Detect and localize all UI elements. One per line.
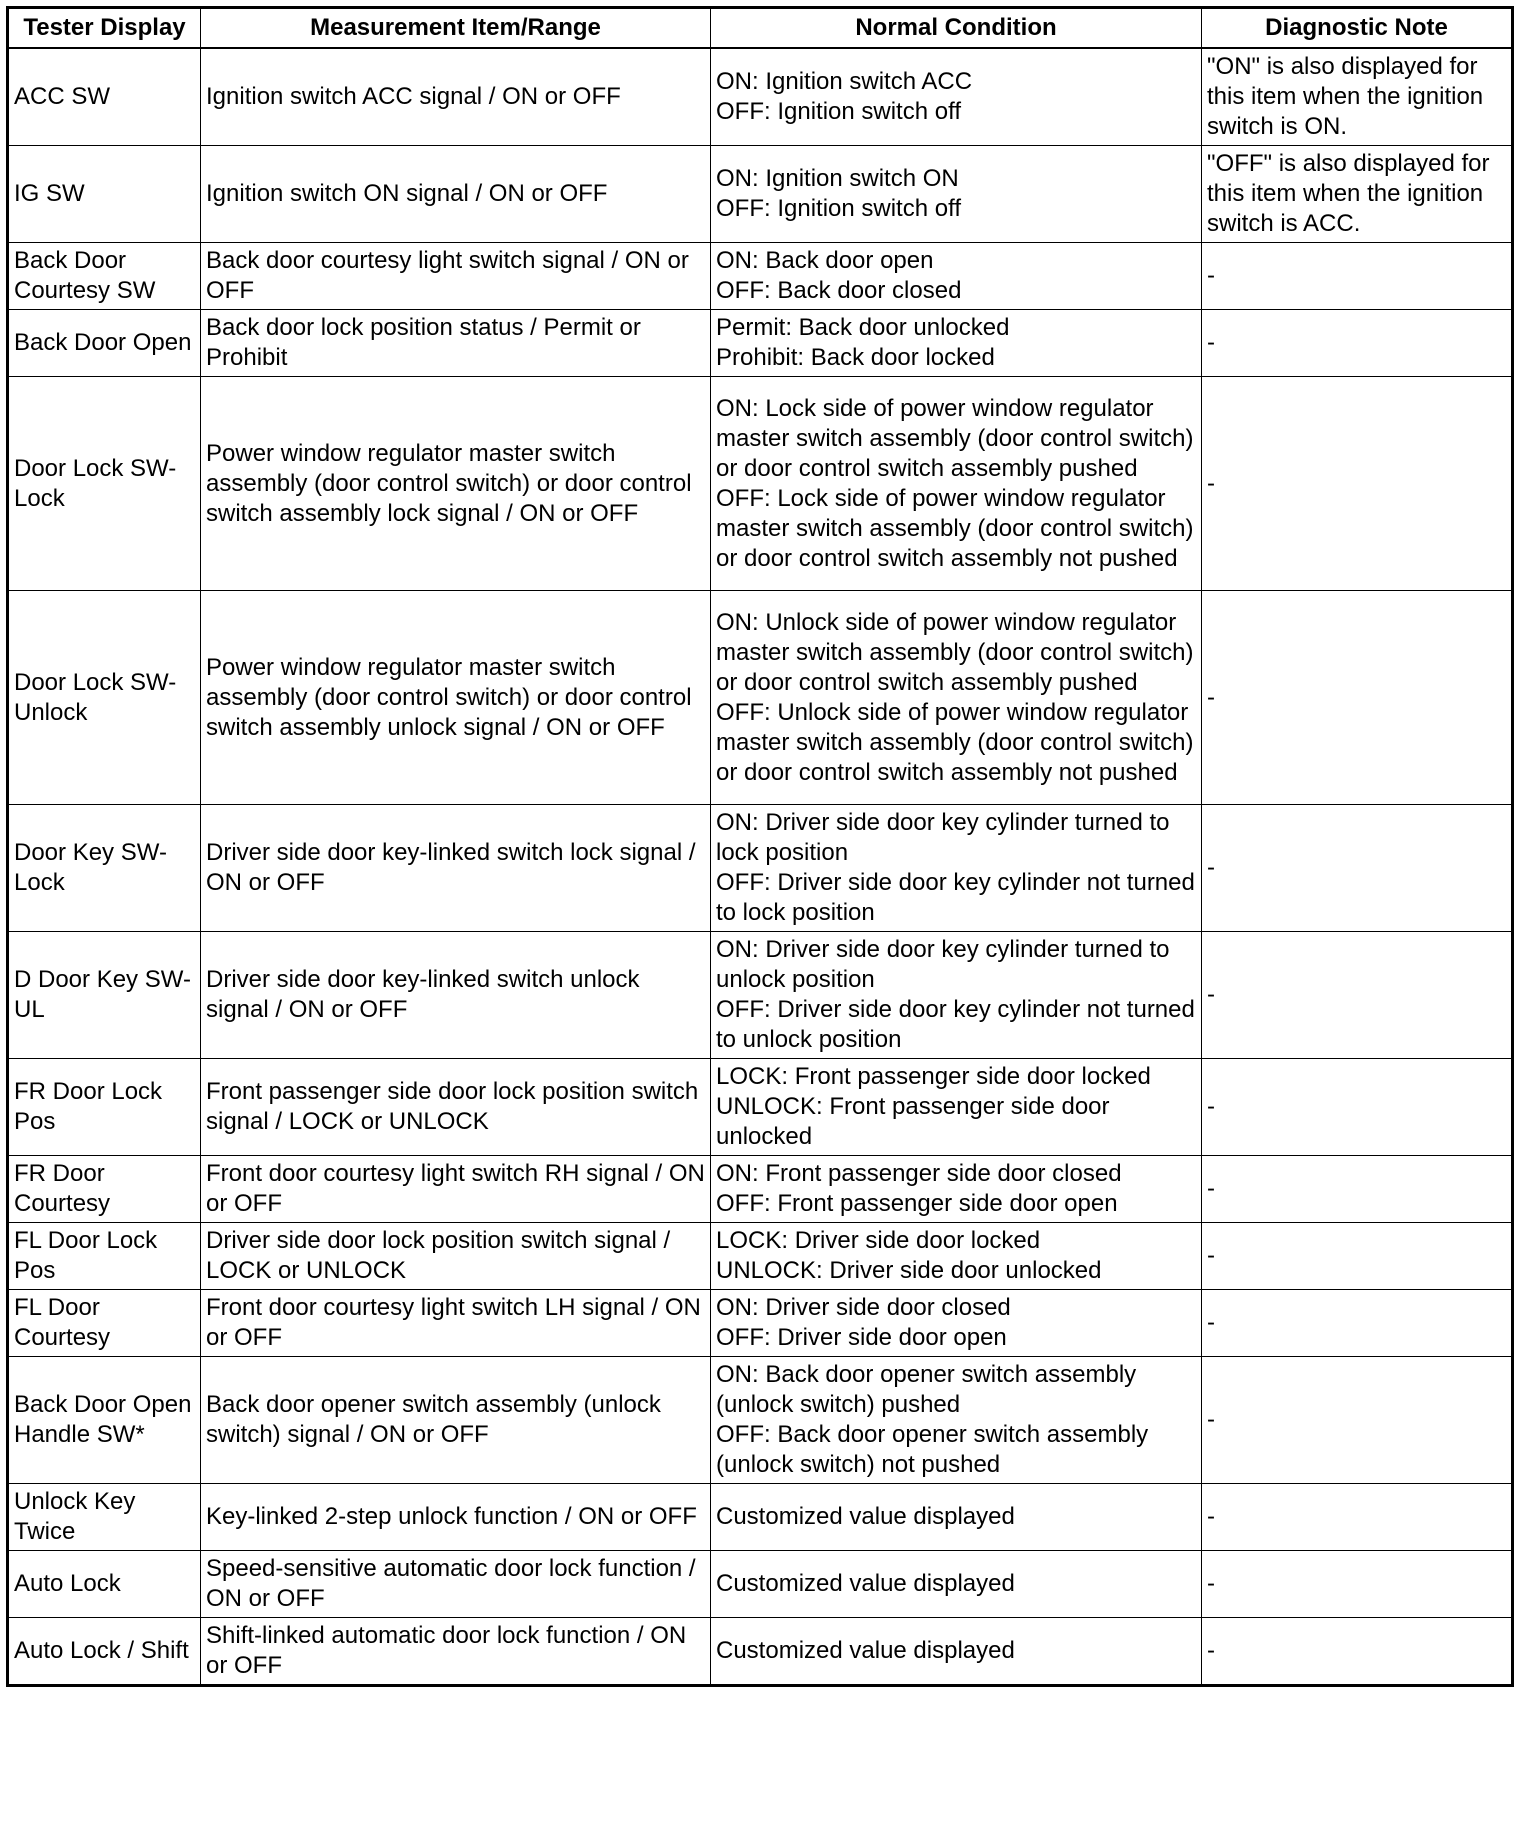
cell-measurement: Front door courtesy light switch RH signal / ON or OFF (201, 1156, 711, 1223)
table-row (8, 243, 1513, 310)
cell-normal-condition: ON: Unlock side of power window regulator master switch assembly (door control switch) or door control switch assembly pushed OFF: Unlock side of power window regulator master switch assembly (door control switch) or door control switch assembly not pushed (711, 591, 1202, 805)
cell-tester-display: D Door Key SW-UL (8, 932, 201, 1059)
table-row (8, 310, 1513, 377)
cell-tester-display: Back Door Open Handle SW* (8, 1357, 201, 1484)
cell-measurement: Front door courtesy light switch LH signal / ON or OFF (201, 1290, 711, 1357)
cell-diagnostic-note: - (1202, 1290, 1513, 1357)
cell-measurement: Front passenger side door lock position switch signal / LOCK or UNLOCK (201, 1059, 711, 1156)
data-list-table (6, 6, 1514, 1687)
cell-normal-condition: ON: Back door open OFF: Back door closed (711, 243, 1202, 310)
table-row (8, 1059, 1513, 1156)
header-normal-condition: Normal Condition (711, 8, 1202, 49)
cell-diagnostic-note: - (1202, 243, 1513, 310)
cell-normal-condition: LOCK: Front passenger side door locked UNLOCK: Front passenger side door unlocked (711, 1059, 1202, 1156)
header-row (8, 8, 1513, 49)
cell-diagnostic-note: - (1202, 805, 1513, 932)
cell-measurement: Key-linked 2-step unlock function / ON or OFF (201, 1484, 711, 1551)
cell-diagnostic-note: - (1202, 1156, 1513, 1223)
cell-tester-display: FL Door Lock Pos (8, 1223, 201, 1290)
table-body (8, 48, 1513, 1686)
cell-diagnostic-note: - (1202, 1223, 1513, 1290)
cell-normal-condition: ON: Front passenger side door closed OFF: Front passenger side door open (711, 1156, 1202, 1223)
cell-measurement: Speed-sensitive automatic door lock function / ON or OFF (201, 1551, 711, 1618)
cell-normal-condition: ON: Ignition switch ACC OFF: Ignition switch off (711, 48, 1202, 146)
cell-tester-display: FR Door Courtesy (8, 1156, 201, 1223)
cell-measurement: Back door courtesy light switch signal / ON or OFF (201, 243, 711, 310)
cell-diagnostic-note: - (1202, 1551, 1513, 1618)
cell-diagnostic-note: - (1202, 1618, 1513, 1686)
cell-measurement: Power window regulator master switch assembly (door control switch) or door control switch assembly lock signal / ON or OFF (201, 377, 711, 591)
cell-normal-condition: ON: Lock side of power window regulator master switch assembly (door control switch) or door control switch assembly pushed OFF: Lock side of power window regulator master switch assembly (door control switch) or door control switch assembly not pushed (711, 377, 1202, 591)
cell-normal-condition: Customized value displayed (711, 1551, 1202, 1618)
table-header (8, 8, 1513, 49)
cell-diagnostic-note: "OFF" is also displayed for this item when the ignition switch is ACC. (1202, 146, 1513, 243)
table-row (8, 1357, 1513, 1484)
cell-diagnostic-note: - (1202, 310, 1513, 377)
header-tester-display: Tester Display (8, 8, 201, 49)
cell-measurement: Ignition switch ON signal / ON or OFF (201, 146, 711, 243)
cell-tester-display: Door Lock SW-Unlock (8, 591, 201, 805)
cell-diagnostic-note: - (1202, 591, 1513, 805)
cell-tester-display: Door Key SW-Lock (8, 805, 201, 932)
cell-tester-display: IG SW (8, 146, 201, 243)
cell-normal-condition: LOCK: Driver side door locked UNLOCK: Driver side door unlocked (711, 1223, 1202, 1290)
cell-normal-condition: Permit: Back door unlocked Prohibit: Back door locked (711, 310, 1202, 377)
cell-tester-display: Back Door Courtesy SW (8, 243, 201, 310)
cell-measurement: Back door lock position status / Permit or Prohibit (201, 310, 711, 377)
cell-tester-display: Auto Lock / Shift (8, 1618, 201, 1686)
cell-tester-display: FR Door Lock Pos (8, 1059, 201, 1156)
cell-normal-condition: Customized value displayed (711, 1484, 1202, 1551)
cell-diagnostic-note: - (1202, 1357, 1513, 1484)
cell-diagnostic-note: - (1202, 932, 1513, 1059)
table-row (8, 805, 1513, 932)
cell-tester-display: ACC SW (8, 48, 201, 146)
cell-tester-display: Unlock Key Twice (8, 1484, 201, 1551)
cell-tester-display: Back Door Open (8, 310, 201, 377)
cell-tester-display: Door Lock SW-Lock (8, 377, 201, 591)
cell-tester-display: FL Door Courtesy (8, 1290, 201, 1357)
cell-measurement: Back door opener switch assembly (unlock switch) signal / ON or OFF (201, 1357, 711, 1484)
cell-diagnostic-note: - (1202, 1484, 1513, 1551)
cell-normal-condition: ON: Driver side door key cylinder turned to unlock position OFF: Driver side door key cylinder not turned to unlock position (711, 932, 1202, 1059)
table-row (8, 1223, 1513, 1290)
cell-measurement: Driver side door key-linked switch lock signal / ON or OFF (201, 805, 711, 932)
cell-tester-display: Auto Lock (8, 1551, 201, 1618)
document-sheet (6, 6, 1514, 1687)
cell-normal-condition: ON: Ignition switch ON OFF: Ignition switch off (711, 146, 1202, 243)
cell-normal-condition: Customized value displayed (711, 1618, 1202, 1686)
cell-normal-condition: ON: Driver side door closed OFF: Driver side door open (711, 1290, 1202, 1357)
header-measurement-item: Measurement Item/Range (201, 8, 711, 49)
cell-measurement: Driver side door key-linked switch unlock signal / ON or OFF (201, 932, 711, 1059)
table-row (8, 1290, 1513, 1357)
table-row (8, 377, 1513, 591)
cell-diagnostic-note: "ON" is also displayed for this item when the ignition switch is ON. (1202, 48, 1513, 146)
cell-measurement: Ignition switch ACC signal / ON or OFF (201, 48, 711, 146)
table-row (8, 48, 1513, 146)
cell-diagnostic-note: - (1202, 377, 1513, 591)
table-row (8, 932, 1513, 1059)
header-diagnostic-note: Diagnostic Note (1202, 8, 1513, 49)
table-row (8, 591, 1513, 805)
table-row (8, 1618, 1513, 1686)
cell-normal-condition: ON: Driver side door key cylinder turned to lock position OFF: Driver side door key cylinder not turned to lock position (711, 805, 1202, 932)
cell-measurement: Power window regulator master switch assembly (door control switch) or door control switch assembly unlock signal / ON or OFF (201, 591, 711, 805)
cell-diagnostic-note: - (1202, 1059, 1513, 1156)
cell-measurement: Shift-linked automatic door lock function / ON or OFF (201, 1618, 711, 1686)
table-row (8, 1156, 1513, 1223)
table-row (8, 146, 1513, 243)
table-row (8, 1551, 1513, 1618)
table-row (8, 1484, 1513, 1551)
cell-normal-condition: ON: Back door opener switch assembly (unlock switch) pushed OFF: Back door opener switch assembly (unlock switch) not pushed (711, 1357, 1202, 1484)
cell-measurement: Driver side door lock position switch signal / LOCK or UNLOCK (201, 1223, 711, 1290)
